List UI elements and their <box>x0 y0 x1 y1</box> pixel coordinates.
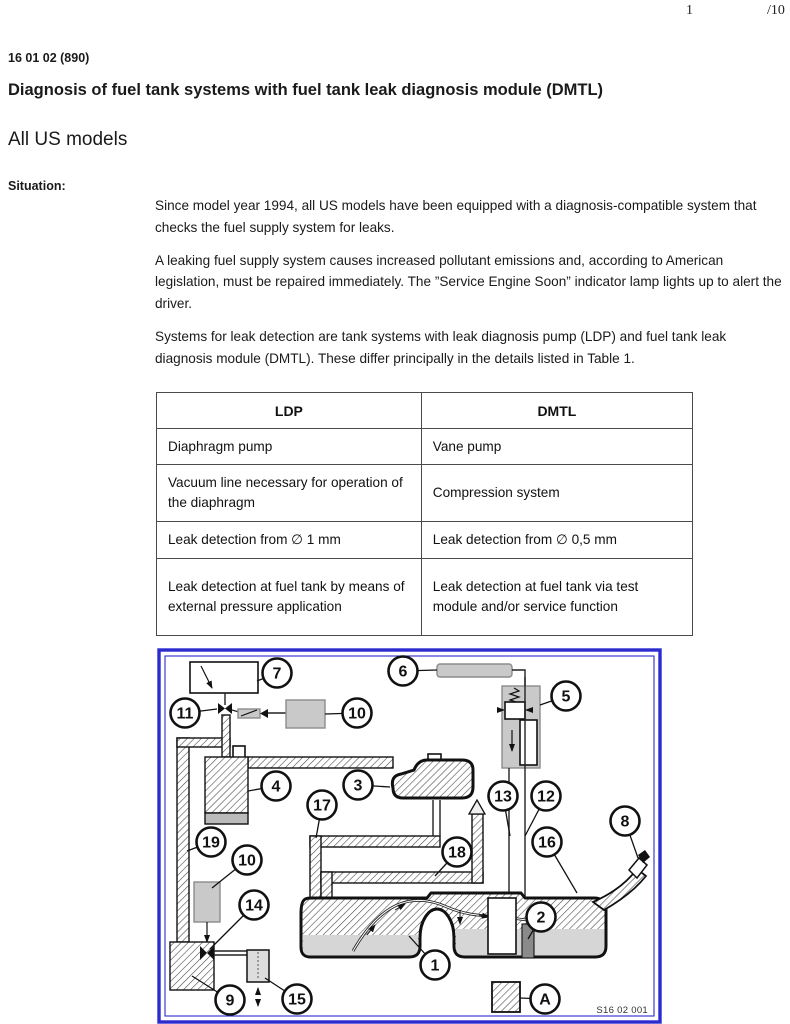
table-header-dmtl: DMTL <box>421 393 692 429</box>
callout-label: 12 <box>537 788 555 806</box>
table-cell: Leak detection from ∅ 0,5 mm <box>421 522 692 559</box>
reference-leak-sample <box>492 982 520 1012</box>
filler-pipe <box>593 850 650 910</box>
callout-label: 10 <box>238 852 256 870</box>
callout-label: 10 <box>348 705 366 723</box>
callout-label: 3 <box>353 777 363 795</box>
table-cell: Leak detection at fuel tank by means of external pressure application <box>157 559 422 636</box>
table-header-ldp: LDP <box>157 393 422 429</box>
situation-label: Situation: <box>8 179 66 193</box>
callout-label: 2 <box>536 909 546 927</box>
paragraph: A leaking fuel supply system causes increased pollutant emissions and, according to American legislation, must be repaired immediately. The ”Service Engine Soon” indicator lamp lights up to alert the driver. <box>155 252 782 312</box>
schematic-svg <box>157 648 662 1024</box>
models-subtitle: All US models <box>8 129 128 150</box>
table-cell: Leak detection at fuel tank via test module and/or service function <box>421 559 692 636</box>
diagram-caption: S16 02 001 <box>596 1005 648 1016</box>
callout-label: 15 <box>288 991 306 1009</box>
control-unit-top <box>232 700 325 728</box>
carbon-canister <box>205 746 248 824</box>
callout-label: 17 <box>313 797 331 815</box>
table-cell: Compression system <box>421 465 692 522</box>
table-cell: Vane pump <box>421 429 692 465</box>
callout-label: 19 <box>202 834 220 852</box>
filler-neck <box>392 754 473 798</box>
callout-label: 13 <box>494 788 512 806</box>
callout-label: 18 <box>448 844 466 862</box>
callout-label: 1 <box>430 957 440 975</box>
callout-label: 5 <box>561 688 571 706</box>
paragraph: Since model year 1994, all US models have been equipped with a diagnosis-compatible system that checks the fuel supply system for leaks. <box>155 198 757 235</box>
table-cell: Vacuum line necessary for operation of the diaphragm <box>157 465 422 522</box>
callout-label: 6 <box>398 663 408 681</box>
document-code: 16 01 02 (890) <box>8 51 90 65</box>
callout-label: 14 <box>245 897 263 915</box>
table-header-row <box>157 393 693 429</box>
paragraph: Systems for leak detection are tank systems with leak diagnosis pump (LDP) and fuel tank leak diagnosis module (DMTL). These differ principally in the details listed in Table 1. <box>155 328 727 366</box>
callout-label: A <box>539 991 551 1009</box>
callout-label: 16 <box>538 834 556 852</box>
table-cell: Diaphragm pump <box>157 429 422 465</box>
table-row <box>157 559 693 636</box>
page-number-total: /10 <box>767 3 785 18</box>
page-number-current: 1 <box>686 3 693 18</box>
callout-label: 11 <box>176 705 194 723</box>
callout-label: 9 <box>225 992 235 1010</box>
ldp-dmtl-comparison-table <box>156 392 693 636</box>
table-row <box>157 429 693 465</box>
page-title: Diagnosis of fuel tank systems with fuel tank leak diagnosis module (DMTL) <box>8 81 604 99</box>
table-cell: Leak detection from ∅ 1 mm <box>157 522 422 559</box>
callout-label: 7 <box>272 665 282 683</box>
fuel-tank-system-diagram <box>157 648 662 1024</box>
dust-filter <box>437 664 525 686</box>
situation-text <box>155 195 785 381</box>
fuel-tank <box>301 893 606 958</box>
table-row <box>157 465 693 522</box>
table-row <box>157 522 693 559</box>
callout-label: 4 <box>271 778 281 796</box>
callout-label: 8 <box>620 813 630 831</box>
air-filter-box <box>190 662 258 705</box>
